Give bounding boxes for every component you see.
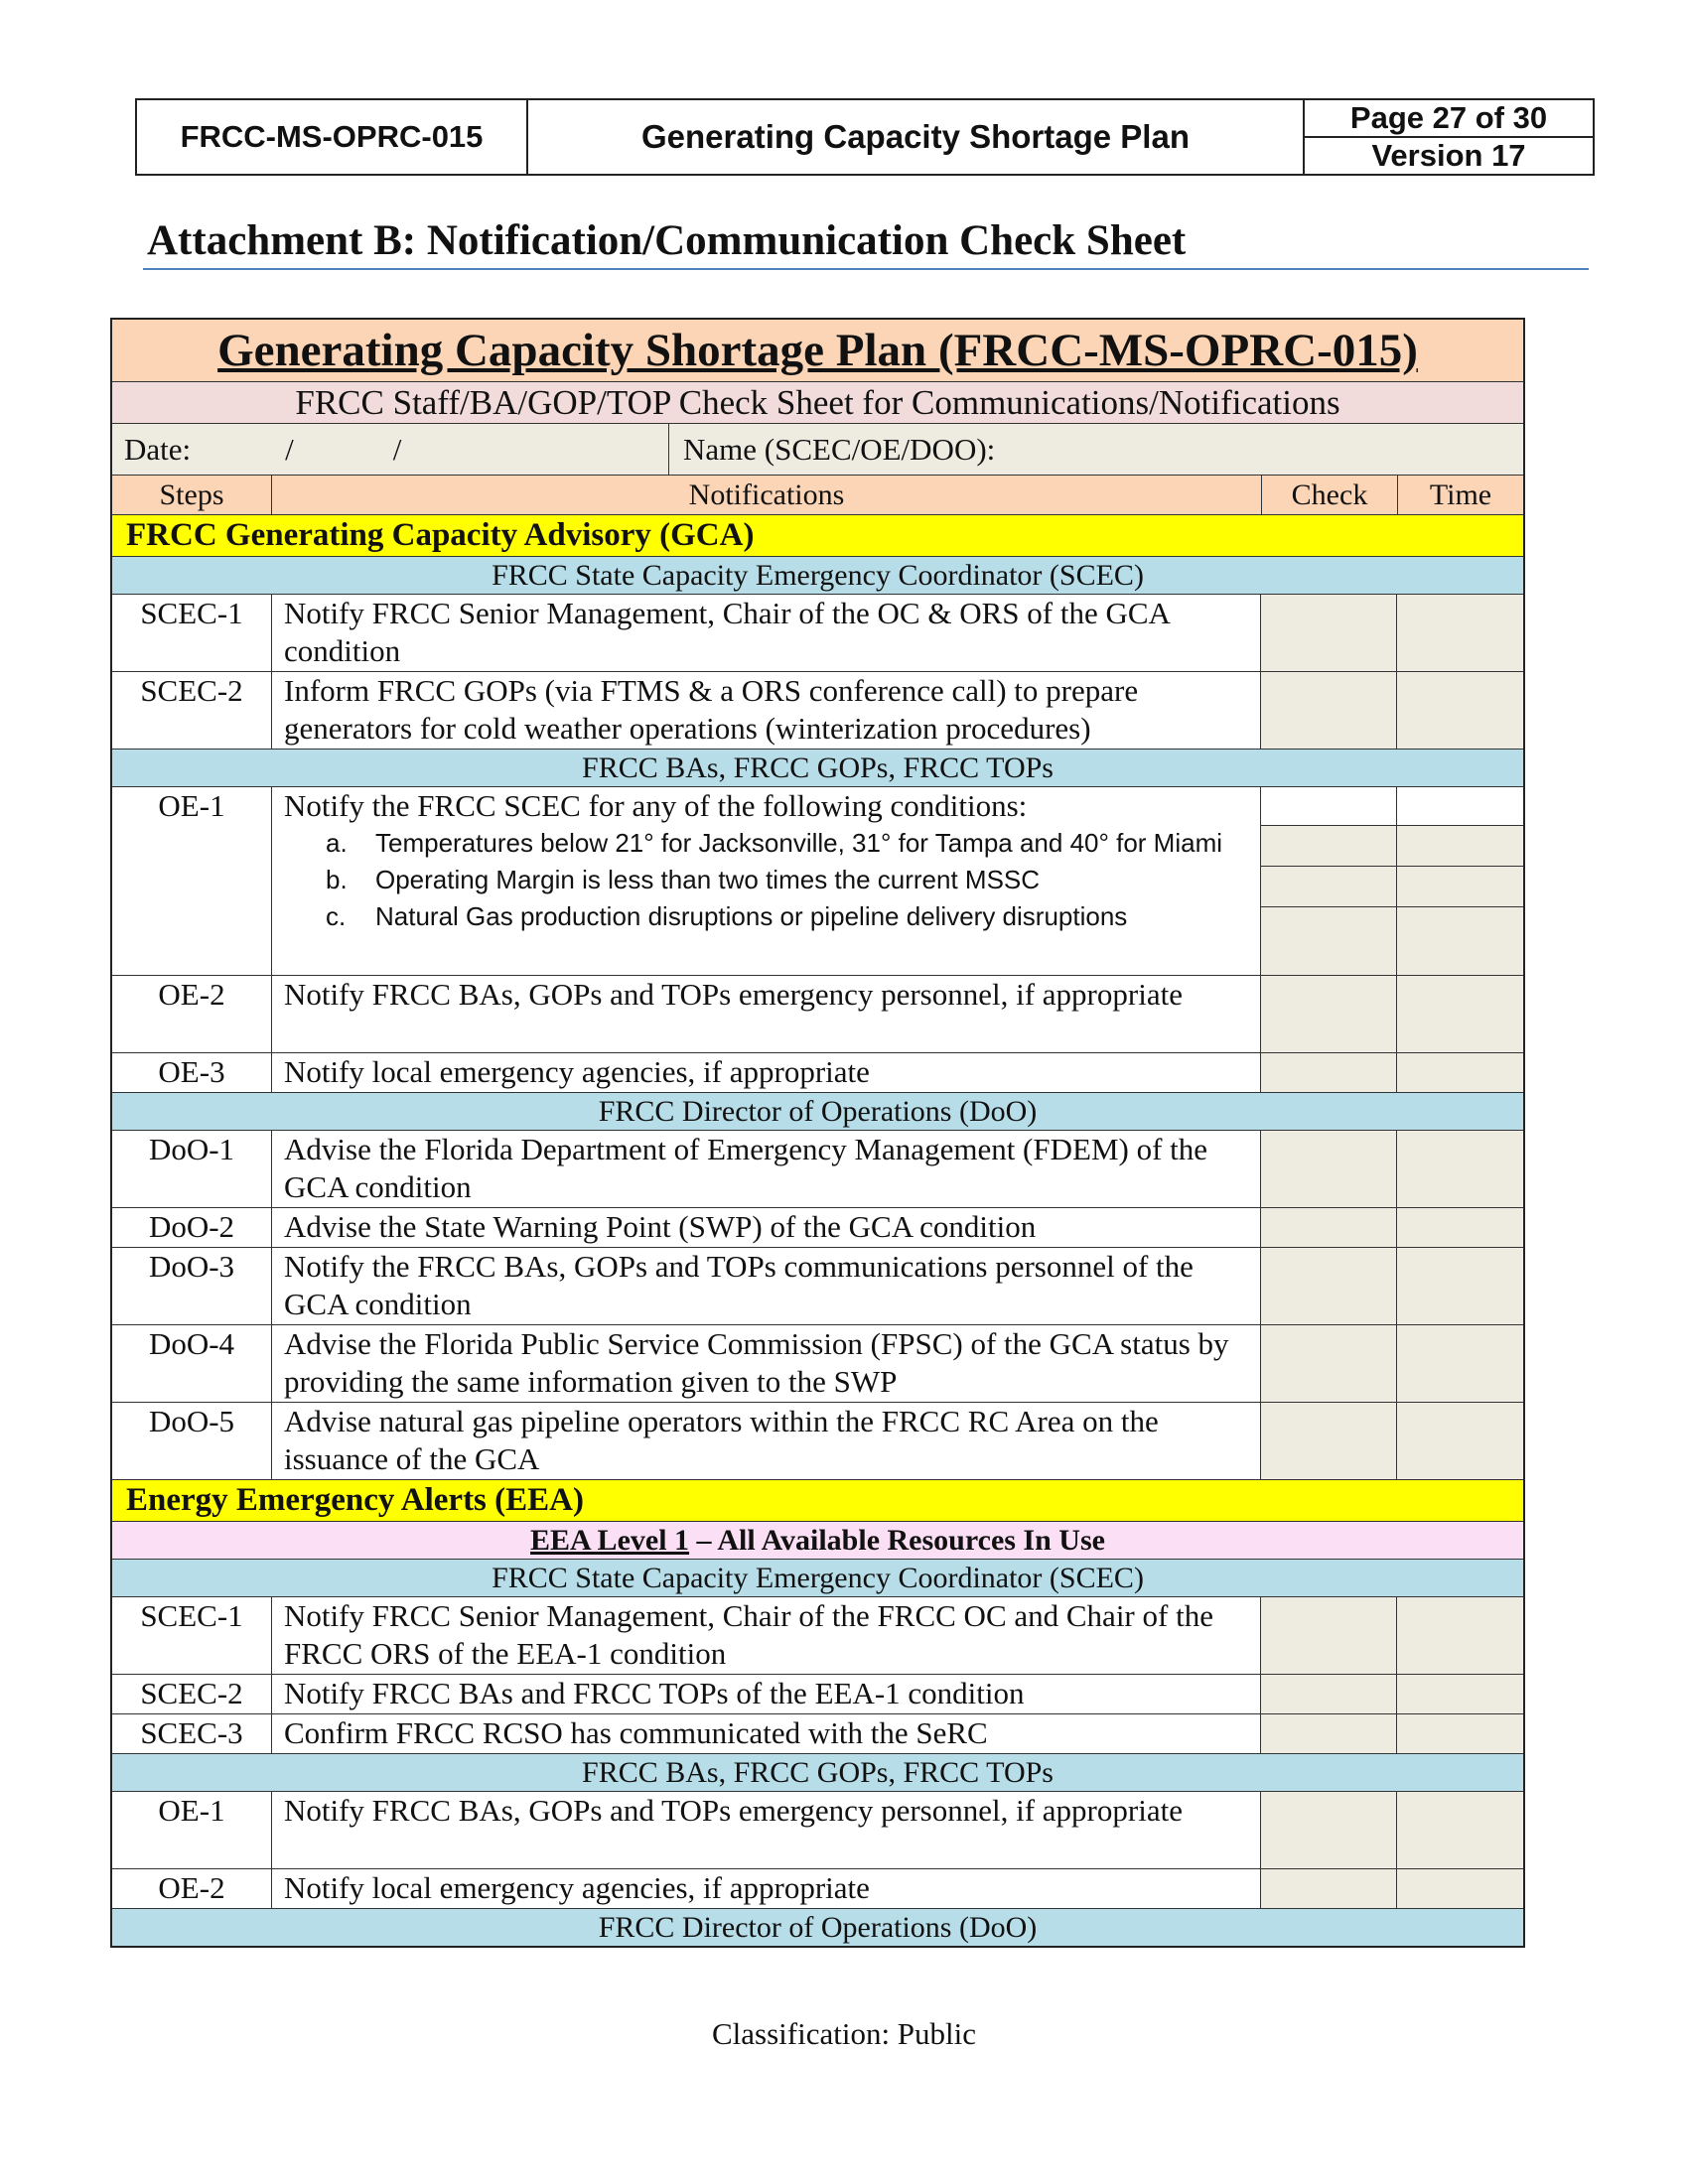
step-id: DoO-3 <box>112 1248 272 1324</box>
time-cell[interactable] <box>1397 1714 1523 1753</box>
document-header <box>135 98 1595 176</box>
table-row <box>112 1402 1523 1479</box>
table-row <box>112 1207 1523 1247</box>
condition-list <box>284 825 1260 935</box>
check-cell[interactable] <box>1261 1131 1397 1207</box>
list-marker: a. <box>326 828 348 858</box>
date-name-row <box>112 423 1523 475</box>
title-rule <box>143 268 1589 270</box>
step-id: SCEC-3 <box>112 1714 272 1753</box>
group-ba-gop-top: FRCC BAs, FRCC GOPs, FRCC TOPs <box>112 1753 1523 1791</box>
group-ba-gop-top: FRCC BAs, FRCC GOPs, FRCC TOPs <box>112 749 1523 786</box>
table-row <box>112 1052 1523 1092</box>
check-cell[interactable] <box>1261 1053 1397 1092</box>
time-cell[interactable] <box>1397 1248 1523 1324</box>
check-cell[interactable] <box>1261 866 1396 906</box>
step-id: SCEC-2 <box>112 1675 272 1713</box>
step-content <box>272 787 1261 975</box>
sheet-title: Generating Capacity Shortage Plan (FRCC-MS-OPRC-015) <box>112 320 1523 381</box>
list-text: Operating Margin is less than two times the current MSSC <box>375 865 1041 894</box>
time-cell[interactable] <box>1397 1597 1523 1674</box>
step-text: Notify FRCC Senior Management, Chair of the FRCC OC and Chair of the FRCC ORS of the EEA-1 condition <box>272 1597 1261 1674</box>
list-text: Temperatures below 21° for Jacksonville, 31° for Tampa and 40° for Miami <box>375 828 1222 858</box>
col-header-time: Time <box>1429 478 1492 511</box>
group-doo: FRCC Director of Operations (DoO) <box>112 1092 1523 1130</box>
table-row <box>112 1674 1523 1713</box>
step-id: SCEC-1 <box>112 1597 272 1674</box>
list-item <box>284 862 1260 898</box>
time-cell[interactable] <box>1397 1053 1523 1092</box>
step-text: Advise the Florida Department of Emergency Management (FDEM) of the GCA condition <box>272 1131 1261 1207</box>
table-row <box>112 594 1523 671</box>
date-field[interactable] <box>112 424 669 475</box>
eea-level-desc: – All Available Resources In Use <box>689 1523 1105 1557</box>
step-text: Notify FRCC Senior Management, Chair of the OC & ORS of the GCA condition <box>272 595 1261 671</box>
table-row <box>112 975 1523 1052</box>
check-cell[interactable] <box>1261 1792 1397 1868</box>
step-id: DoO-4 <box>112 1325 272 1402</box>
check-cell[interactable] <box>1261 1869 1397 1908</box>
step-id: OE-1 <box>112 1792 272 1868</box>
step-text: Notify FRCC BAs, GOPs and TOPs emergency personnel, if appropriate <box>272 976 1261 1052</box>
step-id: SCEC-2 <box>112 672 272 749</box>
eea-level-label: EEA Level 1 <box>530 1523 690 1557</box>
classification-footer: Classification: Public <box>711 2016 977 2051</box>
check-sheet <box>110 318 1525 1948</box>
time-cell[interactable] <box>1397 825 1523 866</box>
step-text: Notify local emergency agencies, if appropriate <box>272 1869 1261 1908</box>
table-row <box>112 1596 1523 1674</box>
table-row <box>112 1868 1523 1908</box>
column-headers <box>112 475 1523 514</box>
step-text: Advise the State Warning Point (SWP) of the GCA condition <box>272 1208 1261 1247</box>
step-text: Notify the FRCC BAs, GOPs and TOPs communications personnel of the GCA condition <box>272 1248 1261 1324</box>
time-cell[interactable] <box>1397 1325 1523 1402</box>
version: Version 17 <box>1371 138 1526 173</box>
group-scec: FRCC State Capacity Emergency Coordinator (SCEC) <box>112 556 1523 594</box>
step-id: DoO-5 <box>112 1403 272 1479</box>
step-text: Confirm FRCC RCSO has communicated with the SeRC <box>272 1714 1261 1753</box>
group-scec: FRCC State Capacity Emergency Coordinator (SCEC) <box>112 1559 1523 1596</box>
section-eea: Energy Emergency Alerts (EEA) <box>112 1479 1523 1521</box>
time-cell[interactable] <box>1397 1208 1523 1247</box>
check-cell[interactable] <box>1261 976 1397 1052</box>
page-number: Page 27 of 30 <box>1305 100 1593 138</box>
check-cell[interactable] <box>1261 906 1396 975</box>
step-id: OE-1 <box>112 787 272 975</box>
time-cell-group <box>1397 787 1523 975</box>
table-row <box>112 671 1523 749</box>
step-id: DoO-2 <box>112 1208 272 1247</box>
name-field[interactable] <box>669 424 1523 475</box>
list-item <box>284 825 1260 862</box>
check-cell[interactable] <box>1261 1403 1397 1479</box>
table-row <box>112 1713 1523 1753</box>
time-cell[interactable] <box>1397 1675 1523 1713</box>
step-text: Advise natural gas pipeline operators within the FRCC RC Area on the issuance of the GCA <box>272 1403 1261 1479</box>
step-text: Notify FRCC BAs and FRCC TOPs of the EEA-1 condition <box>272 1675 1261 1713</box>
time-cell[interactable] <box>1397 1131 1523 1207</box>
section-gca: FRCC Generating Capacity Advisory (GCA) <box>112 514 1523 556</box>
check-cell[interactable] <box>1261 672 1397 749</box>
check-cell[interactable] <box>1261 1714 1397 1753</box>
time-cell[interactable] <box>1397 595 1523 671</box>
table-row <box>112 1791 1523 1868</box>
list-item <box>284 898 1260 935</box>
date-separator: / <box>392 431 402 467</box>
table-row <box>112 1324 1523 1402</box>
step-text: Advise the Florida Public Service Commission (FPSC) of the GCA status by providing the same information given to the SWP <box>272 1325 1261 1402</box>
time-cell[interactable] <box>1397 672 1523 749</box>
step-text: Notify local emergency agencies, if appropriate <box>272 1053 1261 1092</box>
table-row <box>112 1247 1523 1324</box>
check-cell[interactable] <box>1261 1325 1397 1402</box>
check-cell[interactable] <box>1261 1597 1397 1674</box>
time-cell[interactable] <box>1397 976 1523 1052</box>
list-text: Natural Gas production disruptions or pipeline delivery disruptions <box>375 901 1128 931</box>
step-id: OE-3 <box>112 1053 272 1092</box>
date-separator: / <box>285 431 294 467</box>
check-cell[interactable] <box>1261 1675 1397 1713</box>
time-cell[interactable] <box>1397 906 1523 975</box>
check-cell[interactable] <box>1261 1208 1397 1247</box>
step-text: Notify the FRCC SCEC for any of the following conditions: <box>284 788 1028 823</box>
step-text: Notify FRCC BAs, GOPs and TOPs emergency personnel, if appropriate <box>272 1792 1261 1868</box>
time-cell[interactable] <box>1397 1869 1523 1908</box>
doc-id: FRCC-MS-OPRC-015 <box>137 100 528 174</box>
blank-cell <box>1261 787 1396 825</box>
step-id: OE-2 <box>112 976 272 1052</box>
table-row <box>112 1130 1523 1207</box>
name-label: Name (SCEC/OE/DOO): <box>683 431 996 467</box>
list-marker: c. <box>326 901 347 931</box>
table-row <box>112 786 1523 975</box>
col-header-steps: Steps <box>112 476 272 514</box>
attachment-title: Attachment B: Notification/Communication Check Sheet <box>147 217 1187 264</box>
group-doo: FRCC Director of Operations (DoO) <box>112 1908 1523 1946</box>
time-cell[interactable] <box>1397 1792 1523 1868</box>
step-id: DoO-1 <box>112 1131 272 1207</box>
step-id: OE-2 <box>112 1869 272 1908</box>
check-cell[interactable] <box>1261 595 1397 671</box>
page-version-cell <box>1305 100 1593 174</box>
col-header-notifications: Notifications <box>272 476 1262 514</box>
blank-cell <box>1397 787 1523 825</box>
date-label: Date: <box>124 431 192 467</box>
sheet-subtitle: FRCC Staff/BA/GOP/TOP Check Sheet for Communications/Notifications <box>112 381 1523 423</box>
list-marker: b. <box>326 865 348 894</box>
time-cell[interactable] <box>1397 1403 1523 1479</box>
time-cell[interactable] <box>1397 866 1523 906</box>
eea-level-1-heading <box>112 1521 1523 1559</box>
check-cell[interactable] <box>1261 825 1396 866</box>
check-cell-group <box>1261 787 1397 975</box>
step-id: SCEC-1 <box>112 595 272 671</box>
step-text: Inform FRCC GOPs (via FTMS & a ORS conference call) to prepare generators for cold weather operations (winterization procedures) <box>272 672 1261 749</box>
check-cell[interactable] <box>1261 1248 1397 1324</box>
col-header-check: Check <box>1262 476 1398 514</box>
doc-title: Generating Capacity Shortage Plan <box>528 100 1305 174</box>
